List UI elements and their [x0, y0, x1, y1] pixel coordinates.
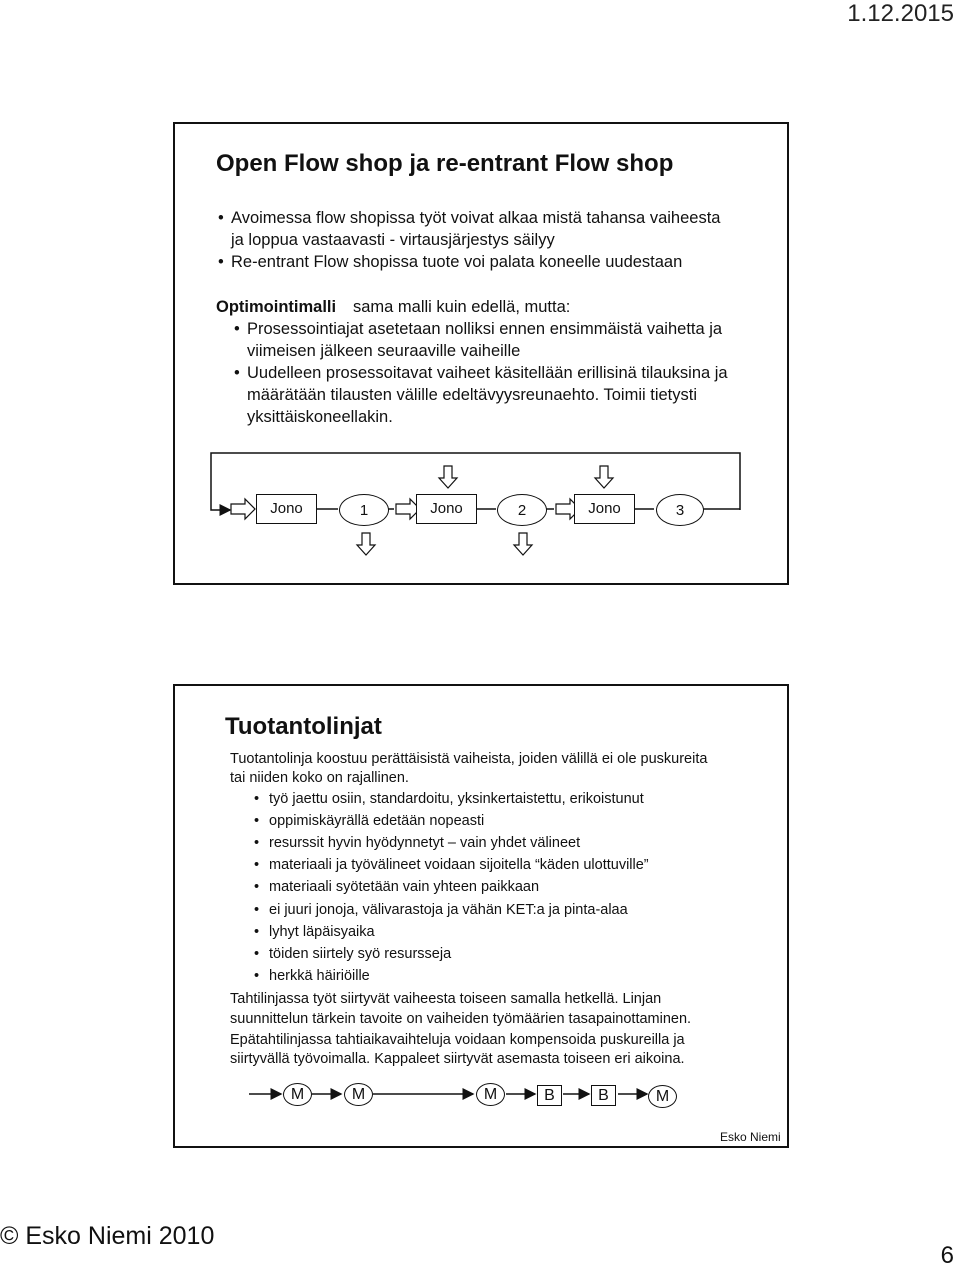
copyright: © Esko Niemi 2010 — [0, 1222, 215, 1250]
list-item: resurssit hyvin hyödynnetyt – vain yhdet välineet — [269, 835, 581, 851]
bullet-dot: • — [234, 320, 240, 338]
bullet-dot: • — [254, 857, 260, 873]
bullet-dot: • — [254, 924, 260, 940]
list-item: oppimiskäyrällä edetään nopeasti — [269, 813, 485, 829]
machine-node: M — [476, 1083, 505, 1106]
block-arrow-down — [514, 533, 532, 555]
machine-2: 2 — [497, 494, 547, 526]
bullet-dot: • — [254, 813, 260, 829]
model-line: Uudelleen prosessoitavat vaiheet käsitellään erillisinä tilauksina ja — [247, 364, 728, 382]
intro-line: tai niiden koko on rajallinen. — [230, 770, 409, 786]
bullet-dot: • — [254, 835, 260, 851]
list-item: materiaali ja työvälineet voidaan sijoitella “käden ulottuville” — [269, 857, 649, 873]
machine-node: M — [283, 1083, 312, 1106]
bullet-dot: • — [254, 791, 260, 807]
paragraph-line: Epätahtilinjassa tahtiaikavaihteluja voidaan kompensoida puskureilla ja — [230, 1032, 685, 1048]
machine-node: M — [344, 1083, 373, 1106]
list-item: työ jaettu osiin, standardoitu, yksinkertaistettu, erikoistunut — [269, 791, 644, 807]
list-item: töiden siirtely syö resursseja — [269, 946, 452, 962]
model-intro: sama malli kuin edellä, mutta: — [353, 298, 571, 316]
buffer-node: B — [591, 1085, 616, 1106]
page-number: 6 — [940, 1242, 954, 1269]
block-arrow-down — [357, 533, 375, 555]
block-arrow-right — [231, 499, 255, 519]
bullet-dot: • — [218, 209, 224, 227]
slide-2-title: Tuotantolinjat — [225, 713, 382, 740]
paragraph-line: Tahtilinjassa työt siirtyvät vaiheesta toiseen samalla hetkellä. Linjan — [230, 991, 662, 1007]
bullet-dot: • — [254, 968, 260, 984]
paragraph-line: suunnittelun tärkein tavoite on vaiheiden työmäärien tasapainottaminen. — [230, 1011, 692, 1027]
model-line: määrätään tilausten välille edeltävyysreunaehto. Toimii tietysti — [247, 386, 698, 404]
bullet-text: Avoimessa flow shopissa työt voivat alkaa mistä tahansa vaiheesta — [231, 209, 721, 227]
buffer-node: B — [537, 1085, 562, 1106]
list-item: lyhyt läpäisyaika — [269, 924, 375, 940]
machine-3: 3 — [656, 494, 704, 526]
model-line: yksittäiskoneellakin. — [247, 408, 393, 426]
bullet-text: ja loppua vastaavasti - virtausjärjestys säilyy — [231, 231, 555, 249]
model-line: viimeisen jälkeen seuraaville vaiheille — [247, 342, 521, 360]
bullet-dot: • — [218, 253, 224, 271]
block-arrow-down — [439, 466, 457, 488]
bullet-text: Re-entrant Flow shopissa tuote voi palata koneelle uudestaan — [231, 253, 683, 271]
bullet-dot: • — [254, 946, 260, 962]
paragraph-line: siirtyvällä työvoimalla. Kappaleet siirtyvät asemasta toiseen eri aikoina. — [230, 1051, 685, 1067]
block-arrow-down — [595, 466, 613, 488]
machine-node: M — [648, 1085, 677, 1108]
list-item: herkkä häiriöille — [269, 968, 370, 984]
model-heading: Optimointimalli — [216, 298, 337, 316]
queue-box-3: Jono — [574, 494, 635, 524]
queue-box-2: Jono — [416, 494, 477, 524]
bullet-dot: • — [254, 902, 260, 918]
bullet-dot: • — [254, 879, 260, 895]
list-item: ei juuri jonoja, välivarastoja ja vähän KET:a ja pinta-alaa — [269, 902, 628, 918]
queue-box-1: Jono — [256, 494, 317, 524]
slide-1-title: Open Flow shop ja re-entrant Flow shop — [216, 150, 674, 177]
machine-1: 1 — [339, 494, 389, 526]
slide-author: Esko Niemi — [720, 1130, 781, 1144]
list-item: materiaali syötetään vain yhteen paikkaan — [269, 879, 540, 895]
model-line: Prosessointiajat asetetaan nolliksi ennen ensimmäistä vaihetta ja — [247, 320, 723, 338]
intro-line: Tuotantolinja koostuu perättäisistä vaiheista, joiden välillä ei ole puskureita — [230, 751, 708, 767]
page-date: 1.12.2015 — [847, 0, 954, 27]
bullet-dot: • — [234, 364, 240, 382]
